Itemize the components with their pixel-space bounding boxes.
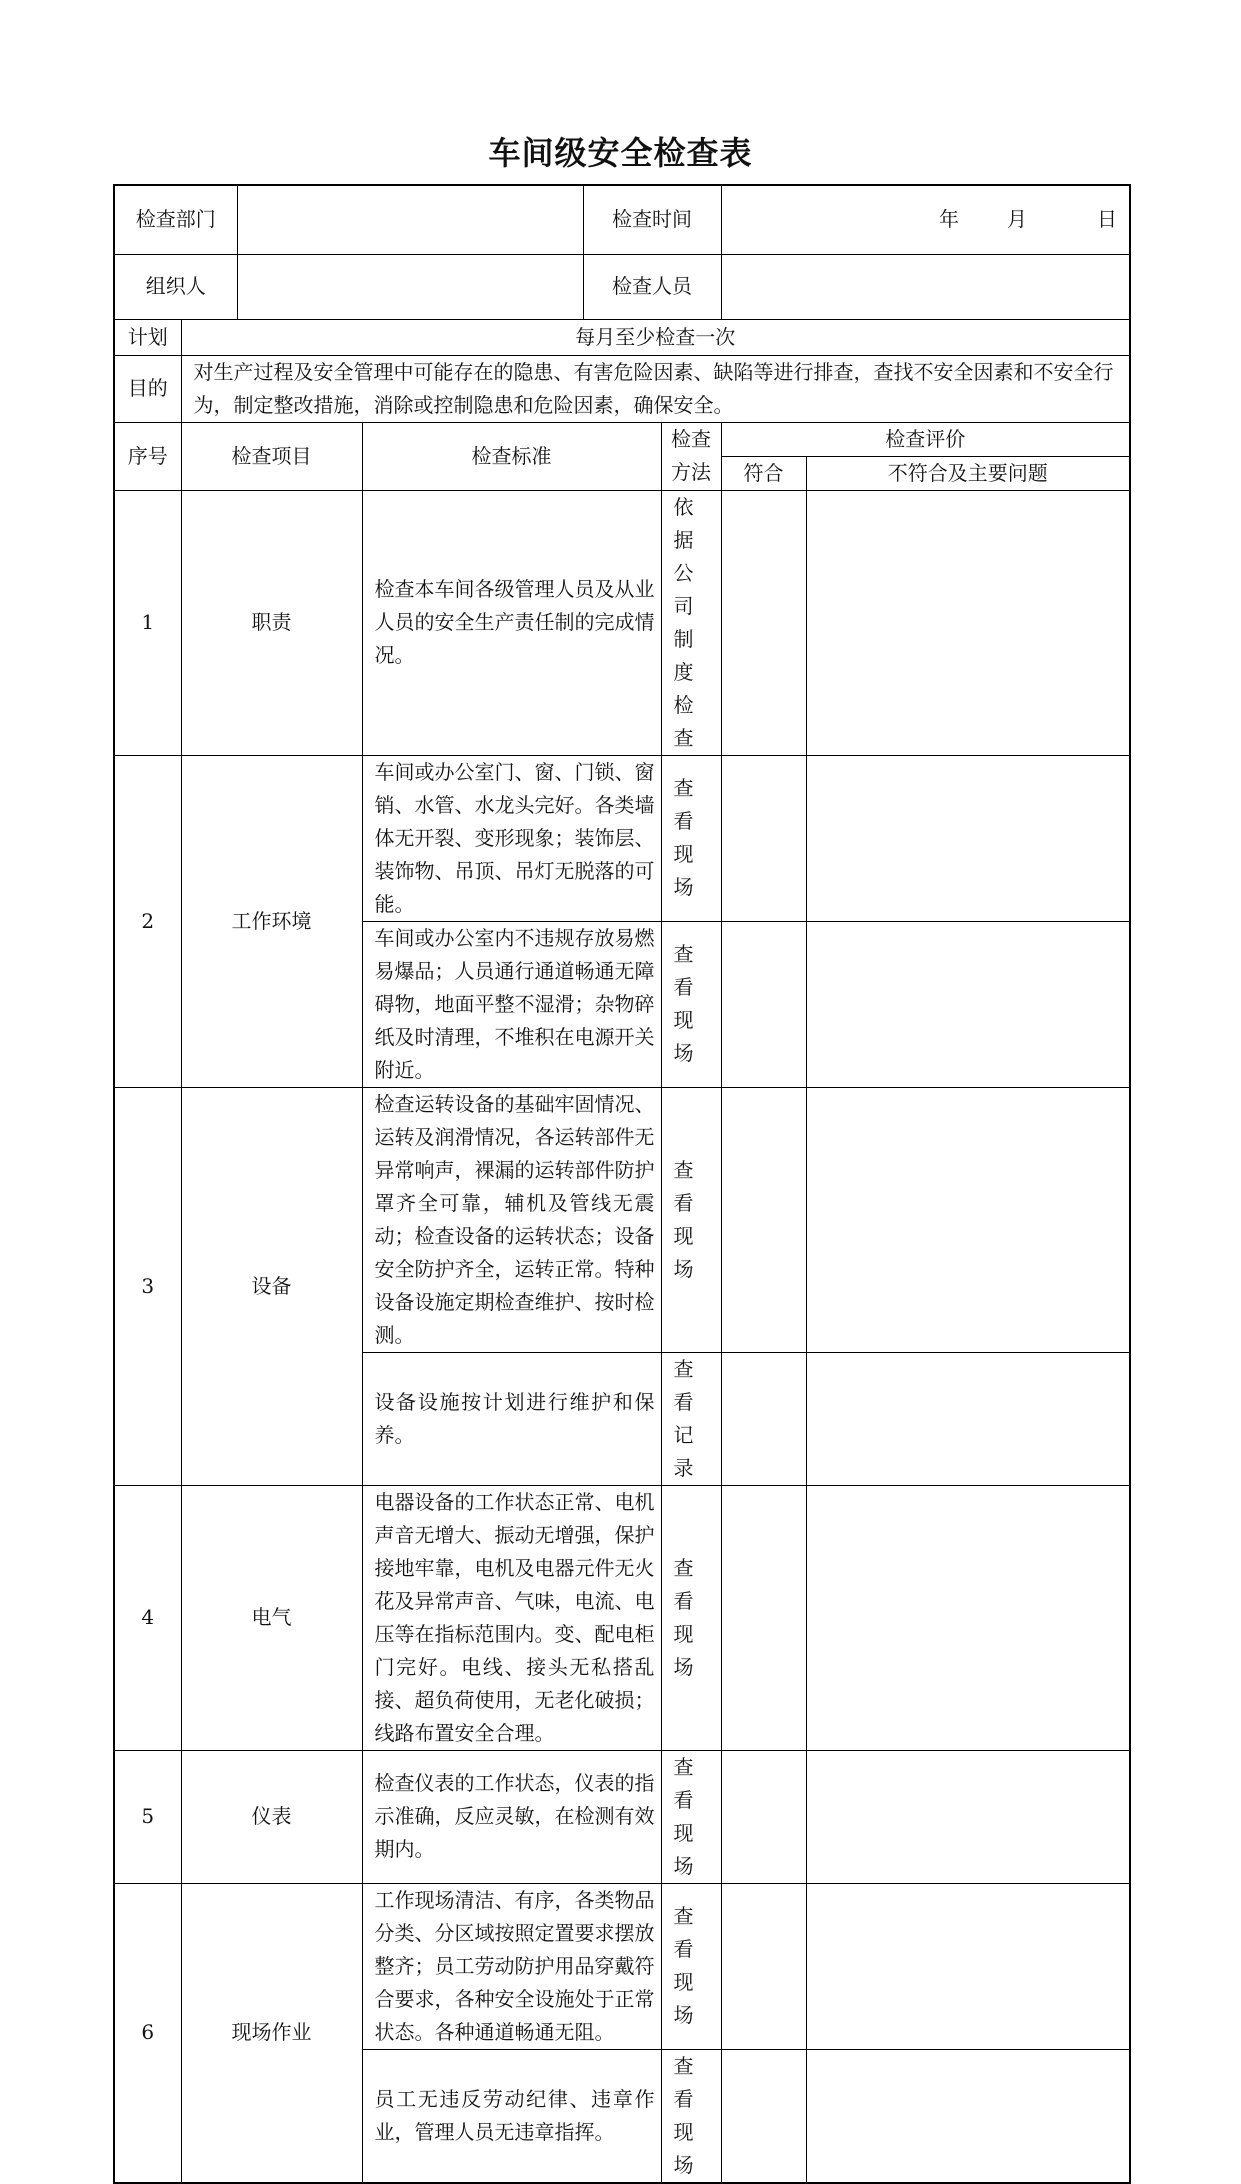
row-method: 查看现场	[661, 1883, 721, 2049]
inspectors-value-cell[interactable]	[721, 254, 1130, 319]
row-item: 工作环境	[181, 755, 362, 1087]
nonconform-cell[interactable]	[806, 1352, 1130, 1485]
row-standard: 车间或办公室门、窗、门锁、窗销、水管、水龙头完好。各类墙体无开裂、变形现象；装饰层、装饰物、吊顶、吊灯无脱落的可能。	[362, 755, 661, 921]
col-conform: 符合	[721, 456, 806, 490]
conform-cell[interactable]	[721, 1352, 806, 1485]
nonconform-cell[interactable]	[806, 1750, 1130, 1883]
date-value-cell[interactable]	[721, 185, 1130, 254]
col-evaluation: 检查评价	[721, 422, 1130, 456]
dept-label: 检查部门	[114, 185, 237, 254]
nonconform-cell[interactable]	[806, 490, 1130, 755]
row-item: 仪表	[181, 1750, 362, 1883]
organizer-value-cell[interactable]	[237, 254, 583, 319]
row-method: 查看现场	[661, 1750, 721, 1883]
date-month: 月	[1007, 207, 1027, 232]
row-no: 3	[114, 1087, 181, 1485]
row-no: 2	[114, 755, 181, 1087]
col-standard: 检查标准	[362, 422, 661, 490]
date-day: 日	[1097, 207, 1117, 232]
row-no: 5	[114, 1750, 181, 1883]
nonconform-cell[interactable]	[806, 1883, 1130, 2049]
row-item: 现场作业	[181, 1883, 362, 2183]
nonconform-cell[interactable]	[806, 1485, 1130, 1750]
row-standard: 检查仪表的工作状态，仪表的指示准确，反应灵敏，在检测有效期内。	[362, 1750, 661, 1883]
row-method: 查看现场	[661, 2049, 721, 2183]
row-no: 4	[114, 1485, 181, 1750]
conform-cell[interactable]	[721, 1087, 806, 1352]
inspectors-label: 检查人员	[583, 254, 721, 319]
row-item: 职责	[181, 490, 362, 755]
row-standard: 工作现场清洁、有序，各类物品分类、分区域按照定置要求摆放整齐；员工劳动防护用品穿戴符合要求，各种安全设施处于正常状态。各种通道畅通无阻。	[362, 1883, 661, 2049]
col-nonconform: 不符合及主要问题	[806, 456, 1130, 490]
plan-value: 每月至少检查一次	[181, 319, 1130, 355]
date-year: 年	[939, 207, 959, 232]
col-method: 检查方法	[661, 422, 721, 490]
conform-cell[interactable]	[721, 490, 806, 755]
conform-cell[interactable]	[721, 2049, 806, 2183]
row-no: 1	[114, 490, 181, 755]
row-standard: 检查运转设备的基础牢固情况、运转及润滑情况，各运转部件无异常响声，裸漏的运转部件防护罩齐全可靠，辅机及管线无震动；检查设备的运转状态；设备安全防护齐全，运转正常。特种设备设施定期检查维护、按时检测。	[362, 1087, 661, 1352]
page-title: 车间级安全检查表	[488, 134, 753, 172]
row-method: 查看现场	[661, 1485, 721, 1750]
nonconform-cell[interactable]	[806, 921, 1130, 1087]
row-standard: 设备设施按计划进行维护和保养。	[362, 1352, 661, 1485]
row-standard: 车间或办公室内不违规存放易燃易爆品；人员通行通道畅通无障碍物，地面平整不湿滑；杂物碎纸及时清理，不堆积在电源开关附近。	[362, 921, 661, 1087]
conform-cell[interactable]	[721, 1883, 806, 2049]
row-method: 查看记录	[661, 1352, 721, 1485]
row-method: 查看现场	[661, 1087, 721, 1352]
row-method: 查看现场	[661, 755, 721, 921]
purpose-label: 目的	[114, 355, 181, 422]
dept-value-cell[interactable]	[237, 185, 583, 254]
purpose-value: 对生产过程及安全管理中可能存在的隐患、有害危险因素、缺陷等进行排查，查找不安全因素和不安全行为，制定整改措施，消除或控制隐患和危险因素，确保安全。	[181, 355, 1130, 422]
row-standard: 检查本车间各级管理人员及从业人员的安全生产责任制的完成情况。	[362, 490, 661, 755]
row-standard: 电器设备的工作状态正常、电机声音无增大、振动无增强，保护接地牢靠，电机及电器元件无火花及异常声音、气味，电流、电压等在指标范围内。变、配电柜门完好。电线、接头无私搭乱接、超负荷使用，无老化破损；线路布置安全合理。	[362, 1485, 661, 1750]
conform-cell[interactable]	[721, 1485, 806, 1750]
conform-cell[interactable]	[721, 755, 806, 921]
organizer-label: 组织人	[114, 254, 237, 319]
col-item: 检查项目	[181, 422, 362, 490]
nonconform-cell[interactable]	[806, 755, 1130, 921]
conform-cell[interactable]	[721, 921, 806, 1087]
nonconform-cell[interactable]	[806, 1087, 1130, 1352]
row-item: 电气	[181, 1485, 362, 1750]
row-method: 查看现场	[661, 921, 721, 1087]
row-method: 依据公司制度检查	[661, 490, 721, 755]
row-standard: 员工无违反劳动纪律、违章作业，管理人员无违章指挥。	[362, 2049, 661, 2183]
col-no: 序号	[114, 422, 181, 490]
row-item: 设备	[181, 1087, 362, 1485]
plan-label: 计划	[114, 319, 181, 355]
nonconform-cell[interactable]	[806, 2049, 1130, 2183]
row-no: 6	[114, 1883, 181, 2183]
conform-cell[interactable]	[721, 1750, 806, 1883]
time-label: 检查时间	[583, 185, 721, 254]
inspection-table	[113, 184, 1131, 2184]
